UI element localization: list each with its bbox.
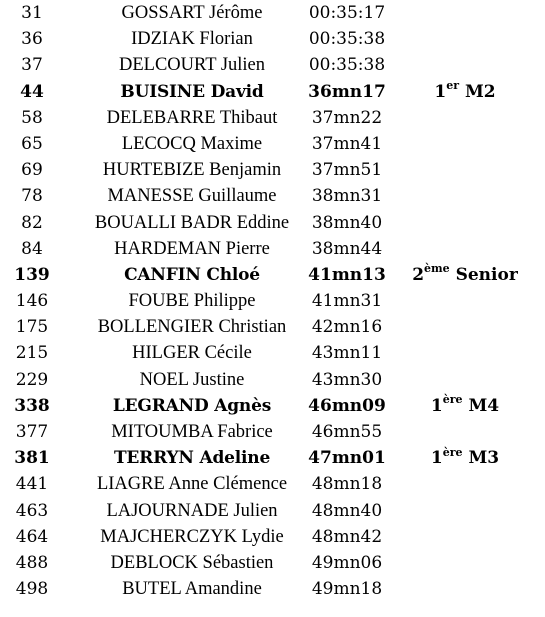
result-time: 46mn09 [308,395,386,416]
result-time: 43mn30 [311,369,383,390]
result-rank: 31 [21,3,43,23]
result-rank: 78 [21,186,43,207]
result-time: 38mn44 [311,238,383,259]
result-time: 38mn40 [311,212,383,233]
result-rank: 377 [15,422,49,442]
result-time: 48mn18 [311,474,383,495]
result-runner-name: MANESSE Guillaume [107,186,277,207]
result-runner-name: TERRYN Adeline [113,448,271,469]
award-category: Senior [449,264,518,285]
result-runner-name: LIAGRE Anne Clémence [96,474,288,495]
result-rank: 338 [14,395,50,416]
result-rank: 488 [15,552,49,573]
award-ordinal-suffix: ère [442,445,463,459]
result-runner-name: BOUALLI BADR Eddine [94,212,290,233]
award-category: M4 [462,395,500,416]
result-rank: 498 [15,579,49,600]
result-time: 41mn13 [308,264,386,285]
result-time: 48mn42 [311,526,383,547]
result-rank: 175 [15,317,49,338]
result-runner-name: FOUBE Philippe [128,291,256,312]
result-category-award [398,445,532,471]
result-time: 48mn40 [311,500,383,521]
result-time: 00:35:38 [308,29,386,50]
result-time: 36mn17 [308,81,386,102]
result-row [0,262,545,288]
result-time: 37mn41 [311,133,383,154]
result-runner-name: HARDEMAN Pierre [114,238,270,259]
result-runner-name: BOLLENGIER Christian [97,317,287,338]
result-rank: 36 [21,29,43,50]
result-runner-name: CANFIN Chloé [124,264,260,285]
result-rank: 65 [21,133,43,154]
award-place: 1 [430,395,443,416]
result-rank: 139 [14,264,50,285]
result-runner-name: IDZIAK Florian [131,29,253,50]
result-row [0,419,545,445]
result-rank: 84 [21,238,43,259]
result-runner-name: DEBLOCK Sébastien [110,552,274,573]
result-row [0,314,545,340]
award-place: 1 [434,81,447,102]
award-ordinal-suffix: ème [424,262,450,276]
result-row [0,550,545,576]
result-runner-name: LEGRAND Agnès [112,395,272,416]
result-row [0,498,545,524]
result-runner-name: MAJCHERCZYK Lydie [100,526,284,547]
result-row [0,105,545,131]
result-runner-name: LAJOURNADE Julien [106,500,278,521]
result-runner-name: MITOUMBA Fabrice [111,422,273,442]
result-row [0,131,545,157]
result-row [0,157,545,183]
result-category-award [398,262,532,288]
result-row [0,576,545,602]
result-rank: 381 [14,448,50,469]
result-runner-name: LECOCQ Maxime [121,133,263,154]
result-runner-name: HILGER Cécile [132,343,252,364]
award-ordinal-suffix: er [446,78,460,92]
result-runner-name: GOSSART Jérôme [121,3,263,23]
award-category: M2 [459,81,496,102]
result-time: 49mn06 [311,552,383,573]
result-time: 46mn55 [311,422,383,442]
award-ordinal-suffix: ère [442,393,463,407]
award-category: M3 [462,448,500,469]
result-row [0,210,545,236]
result-rank: 463 [15,500,49,521]
result-rank: 464 [15,526,49,547]
result-time: 42mn16 [311,317,383,338]
result-row [0,367,545,393]
result-runner-name: DELEBARRE Thibaut [106,107,278,128]
result-rank: 37 [21,55,43,76]
result-category-award [398,393,532,419]
result-time: 38mn31 [311,186,383,207]
result-row [0,471,545,497]
result-rank: 441 [15,474,49,495]
result-runner-name: HURTEBIZE Benjamin [102,160,282,181]
result-category-award [398,79,532,105]
result-row [0,445,545,471]
result-row [0,340,545,366]
result-rank: 229 [15,369,49,390]
result-time: 37mn51 [311,160,383,181]
result-row [0,393,545,419]
result-rank: 69 [21,160,43,181]
result-rank: 82 [21,212,43,233]
result-row [0,524,545,550]
award-place: 2 [412,264,425,285]
result-runner-name: BUISINE David [120,81,264,102]
result-time: 47mn01 [308,448,386,469]
result-row [0,26,545,52]
award-place: 1 [430,448,443,469]
result-rank: 146 [15,291,49,312]
result-runner-name: BUTEL Amandine [122,579,262,600]
result-time: 37mn22 [311,107,383,128]
result-runner-name: DELCOURT Julien [118,55,266,76]
result-row [0,0,545,26]
result-row [0,288,545,314]
result-time: 00:35:38 [308,55,386,76]
result-time: 00:35:17 [308,3,386,23]
result-row [0,183,545,209]
result-runner-name: NOEL Justine [139,369,245,390]
result-time: 49mn18 [311,579,383,600]
result-rank: 58 [21,107,43,128]
result-time: 43mn11 [311,343,383,364]
result-row [0,79,545,105]
result-row [0,52,545,78]
result-rank: 215 [15,343,49,364]
result-rank: 44 [20,81,44,102]
result-time: 41mn31 [311,291,383,312]
result-row [0,236,545,262]
